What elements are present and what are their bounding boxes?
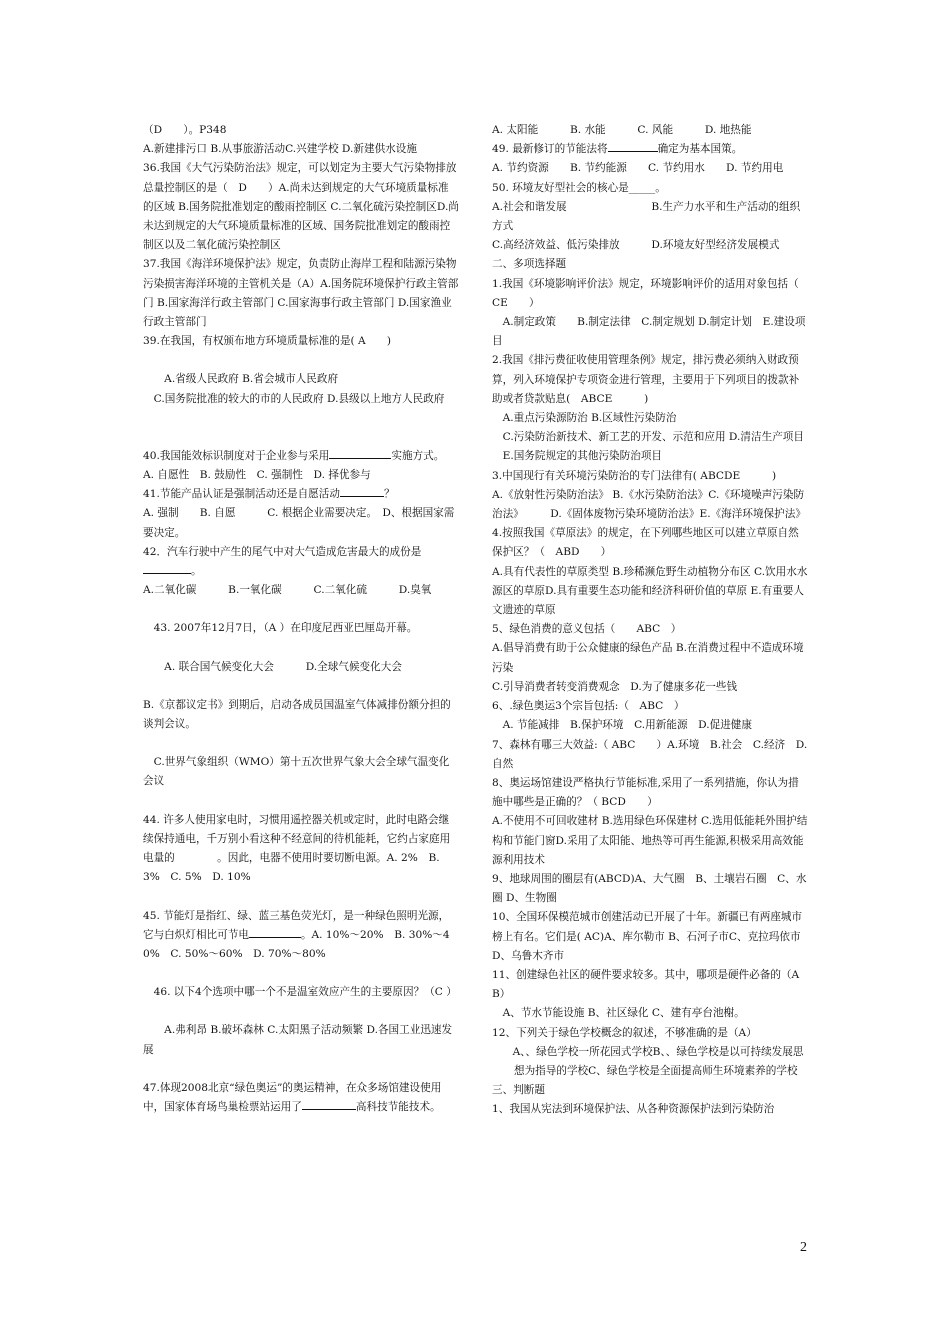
option-line: C.污染防治新技术、新工艺的开发、示范和应用 D.清洁生产项目 [492,431,804,444]
mq-4: 4.按照我国《草原法》的规定，在下列哪些地区可以建立草原自然保护区？（ ABD ） [492,527,799,559]
option-line: A. 强制 B. 自愿 C. 根据企业需要决定。 D、根据国家需要决定。 [143,507,455,539]
mq-2: 2.我国《排污费征收使用管理条例》规定，排污费必须纳入财政预算，列入环境保护专项资金进行管理，主要用于下列项目的拨款补助或者贷款贴息( ABCE ) [492,354,800,405]
question-43: 43. 2007年12月7日，（A ）在印度尼西亚巴厘岛开幕。 [143,622,418,635]
question-40 [143,447,459,466]
answer-blank [329,447,391,459]
question-text: 45. 节能灯是指红、绿、蓝三基色荧光灯，是一种绿色照明光源，它与白炽灯相比可节电 [143,909,450,941]
option-line: A.社会和谐发展 B.生产力水平和生产活动的组织方式 [492,200,801,233]
option-line: E.国务院规定的其他污染防治项目 [492,450,663,463]
question-41 [143,485,459,504]
option-line: A.倡导消费有助于公众健康的绿色产品 B.在消费过程中不造成环境污染 [492,642,804,674]
mq-9: 9、地球周围的圈层有(ABCD)A、大气圈 B、土壤岩石圈 C、水圈 D、生物圈 [492,872,807,905]
question-49 [492,140,808,159]
answer-blank [340,485,384,497]
mq-1: 1.我国《环境影响评价法》规定，环境影响评价的适用对象包括（ CE ） [492,277,820,309]
option-line: A、、绿色学校一所花园式学校B、、绿色学校是以可持续发展思想为指导的学校C、绿色学校是全面提高师生环境素养的学校 [502,1045,804,1077]
option-line: A. 太阳能 B. 水能 C. 风能 D. 地热能 [492,124,752,136]
mq-5: 5、绿色消费的意义包括（ ABC ） [492,623,682,636]
question-text: 。A. 10%～20% B. 30%～40% C. 50%～60% D. 70%～80% [143,928,450,960]
option-line: A.不使用不可回收建材 B.选用绿色环保建材 C.选用低能耗外围护结构和节能门窗D.采用了太阳能、地热等可再生能源,积极采用高效能源利用技术 [492,815,808,866]
question-45 [143,907,459,965]
question-44: 44. 许多人使用家电时，习惯用遥控器关机或定时，此时电路会继续保持通电，千万别小看这种不经意间的待机能耗，它约占家庭用电量的 。因此，电器不使用时要切断电源。A. 2% B. 3% C. 5% D. 10% [143,813,451,884]
tf-1: 1、我国从宪法到环境保护法、从各种资源保护法到污染防治 [492,1103,775,1116]
option-line: A.《放射性污染防治法》 B.《水污染防治法》C.《环境噪声污染防治法》 D.《固体废物污染环境防治法》E.《海洋环境保护法》 [492,488,806,521]
option-line: C.引导消费者转变消费观念 D.为了健康多花一些钱 [492,680,738,693]
question-text: 49. 最新修订的节能法将 [492,143,608,156]
option-line: A. 自愿性 B. 鼓励性 C. 强制性 D. 择优参与 [143,469,371,482]
option-line: C.世界气象组织（WMO）第十五次世界气象大会全球气温变化会议 [143,756,450,788]
answer-blank [608,140,658,152]
option-line: A.弗利昂 B.破坏森林 C.太阳黑子活动频繁 D.各国工业迅速发展 [143,1024,453,1056]
option-line: A、节水节能设施 B、社区绿化 C、建有亭台池榭。 [492,1007,745,1020]
mq-11: 11、创建绿色社区的硬件要求较多。其中，哪项是硬件必备的（AB） [492,968,800,1001]
question-36: 36.我国《大气污染防治法》规定，可以划定为主要大气污染物排放总量控制区的是（ D ）A.尚未达到规定的大气环境质量标准的区域 B.国务院批准划定的酸雨控制区 C.二氧化硫污染控制区D.尚未达到规定的大气环境质量标准的区域、国务院批准划定的酸雨控制区以及二氧化硫污染控制区 [143,162,459,252]
answer-blank [302,1098,356,1110]
mq-8: 8、奥运场馆建设严格执行节能标准,采用了一系列措施，你认为措施中哪些是正确的？（ BCD ） [492,776,799,809]
question-46: 46. 以下4个选项中哪一个不是温室效应产生的主要原因？（C ） [143,986,457,999]
question-text: ？ [383,488,395,501]
question-text: 42．汽车行驶中产生的尾气中对大气造成危害最大的成份是 [143,545,422,558]
question-37: 37.我国《海洋环境保护法》规定，负责防止海岸工程和陆源污染物污染损害海洋环境的主管机关是（A）A.国务院环境保护行政主管部门 B.国家海洋行政主管部门 C.国家海事行政主管部门 D.国家渔业行政主管部门 [143,258,459,329]
question-text: 。 [191,565,202,578]
question-42 [143,543,459,581]
text-line: A.新建排污口 B.从事旅游活动C.兴建学校 D.新建供水设施 [143,143,417,156]
mq-7: 7、森林有哪三大效益:（ ABC ）A.环境 B.社会 C.经济 D.自然 [492,738,808,770]
mq-6: 6、.绿色奥运3个宗旨包括:（ ABC ） [492,700,685,713]
question-text: 47.体现2008北京“绿色奥运”的奥运精神，在众多场馆建设使用中，国家体育场鸟巢检票站运用了 [143,1081,442,1113]
answer-blank [249,926,301,938]
question-text: 实施方式。 [391,449,445,462]
question-text: 40.我国能效标识制度对于企业参与采用 [143,449,330,462]
question-39: 39.在我国，有权颁布地方环境质量标准的是( A ) [143,335,392,348]
option-line: A. 节约资源 B. 节约能源 C. 节约用水 D. 节约用电 [492,162,784,175]
option-line: A.省级人民政府 B.省会城市人民政府 [143,373,339,386]
mq-3: 3.中国现行有关环境污染防治的专门法律有( ABCDE ) [492,469,777,482]
page-number: 2 [800,1240,807,1255]
option-line: C.高经济效益、低污染排放 D.环境友好型经济发展模式 [492,239,780,252]
option-line: A.二氧化碳 B.一氧化碳 C.二氧化硫 D.臭氧 [143,584,432,597]
option-line: A. 联合国气候变化大会 D.全球气候变化大会 [143,660,402,673]
option-line: A.制定政策 B.制定法律 C.制定规划 D.制定计划 E.建设项目 [492,316,806,348]
option-line: A.具有代表性的草原类型 B.珍稀濒危野生动植物分布区 C.饮用水水源区的草原D.具有重要生态功能和经济科研价值的草原 E.有重要人文遗迹的草原 [492,565,808,617]
answer-blank [143,562,191,574]
option-line: B.《京都议定书》到期后，启动各成员国温室气体减排份额分担的谈判会议。 [143,698,451,731]
question-50: 50. 环境友好型社会的核心是_____。 [492,181,666,194]
section-heading: 二、多项选择题 [492,258,567,271]
question-text: 41.节能产品认证是强制活动还是自愿活动 [143,488,340,501]
left-column [143,121,459,1117]
option-line: A.重点污染源防治 B.区域性污染防治 [492,412,677,425]
section-heading: 三、判断题 [492,1084,545,1097]
question-47 [143,1079,459,1117]
option-line: C.国务院批准的较大的市的人民政府 D.县级以上地方人民政府 [143,392,445,405]
question-text: 高科技节能技术。 [355,1100,441,1113]
mq-12: 12、下列关于绿色学校概念的叙述，不够准确的是（A） [492,1026,757,1039]
text-line: （D ）。P348 [143,124,227,136]
option-line: A. 节能减排 B.保护环境 C.用新能源 D.促进健康 [492,719,752,732]
mq-10: 10、全国环保模范城市创建活动已开展了十年。新疆已有两座城市榜上有名。它们是( AC)A、库尔勒市 B、石河子市C、克拉玛依市 D、乌鲁木齐市 [492,911,804,962]
question-text: 确定为基本国策。 [657,143,743,156]
right-column [492,121,820,1120]
